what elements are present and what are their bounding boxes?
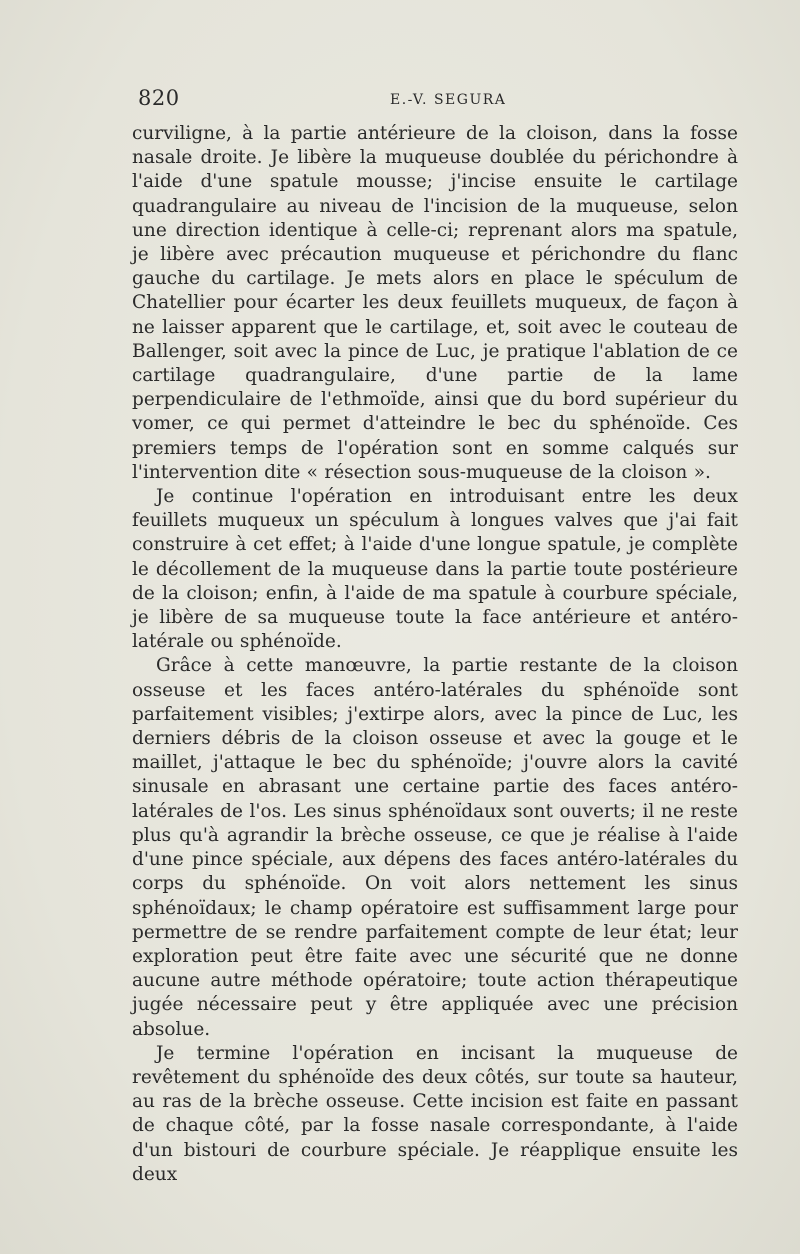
page-header [138,86,738,116]
body-text [132,122,738,1187]
running-head: E.-V. SEGURA [390,92,507,108]
paragraph-2: Je continue l'opération en introduisant entre les deux feuillets muqueux un spéculum à longues valves que j'ai fait construire à cet effet; à l'aide d'une longue spatule, je complète le décollement de la muqueuse dans la partie toute postérieure de la cloison; enfin, à l'aide de ma spatule à courbure spéciale, je libère de sa muqueuse toute la face antérieure et antéro-latérale ou sphénoïde. [132,486,738,653]
paragraph-1: curviligne, à la partie antérieure de la cloison, dans la fosse nasale droite. Je libère la muqueuse doublée du périchondre à l'aide d'une spatule mousse; j'incise ensuite le cartilage quadrangulaire au niveau de l'incision de la muqueuse, selon une direction identique à celle-ci; reprenant alors ma spatule, je libère avec précaution muqueuse et périchondre du flanc gauche du cartilage. Je mets alors en place le spéculum de Chatellier pour écarter les deux feuillets muqueux, de façon à ne laisser apparent que le cartilage, et, soit avec le couteau de Ballenger, soit avec la pince de Luc, je pratique l'ablation de ce cartilage quadrangulaire, d'une partie de la lame perpendiculaire de l'ethmoïde, ainsi que du bord supérieur du vomer, ce qui permet d'atteindre le bec du sphénoïde. Ces premiers temps de l'opération sont en somme calqués sur l'intervention dite « résection sous-muqueuse de la cloison ». [132,123,738,483]
page-number: 820 [138,86,180,110]
paragraph-4: Je termine l'opération en incisant la muqueuse de revêtement du sphénoïde des deux côtés, sur toute sa hauteur, au ras de la brèche osseuse. Cette incision est faite en passant de chaque côté, par la fosse nasale correspondante, à l'aide d'un bistouri de courbure spéciale. Je réapplique ensuite les deux [132,1042,738,1185]
paragraph-3: Grâce à cette manœuvre, la partie restante de la cloison osseuse et les faces antéro-latérales du sphénoïde sont parfaitement visibles; j'extirpe alors, avec la pince de Luc, les derniers débris de la cloison osseuse et avec la gouge et le maillet, j'attaque le bec du sphénoïde; j'ouvre alors la cavité sinusale en abrasant une certaine partie des faces antéro-latérales de l'os. Les sinus sphénoïdaux sont ouverts; il ne reste plus qu'à agrandir la brèche osseuse, ce que je réalise à l'aide d'une pince spéciale, aux dépens des faces antéro-latérales du corps du sphénoïde. On voit alors nettement les sinus sphénoïdaux; le champ opératoire est suffisamment large pour permettre de se rendre parfaitement compte de leur état; leur exploration peut être faite avec une sécurité que ne donne aucune autre méthode opératoire; toute action thérapeutique jugée nécessaire peut y être appliquée avec une précision absolue. [132,655,738,1040]
